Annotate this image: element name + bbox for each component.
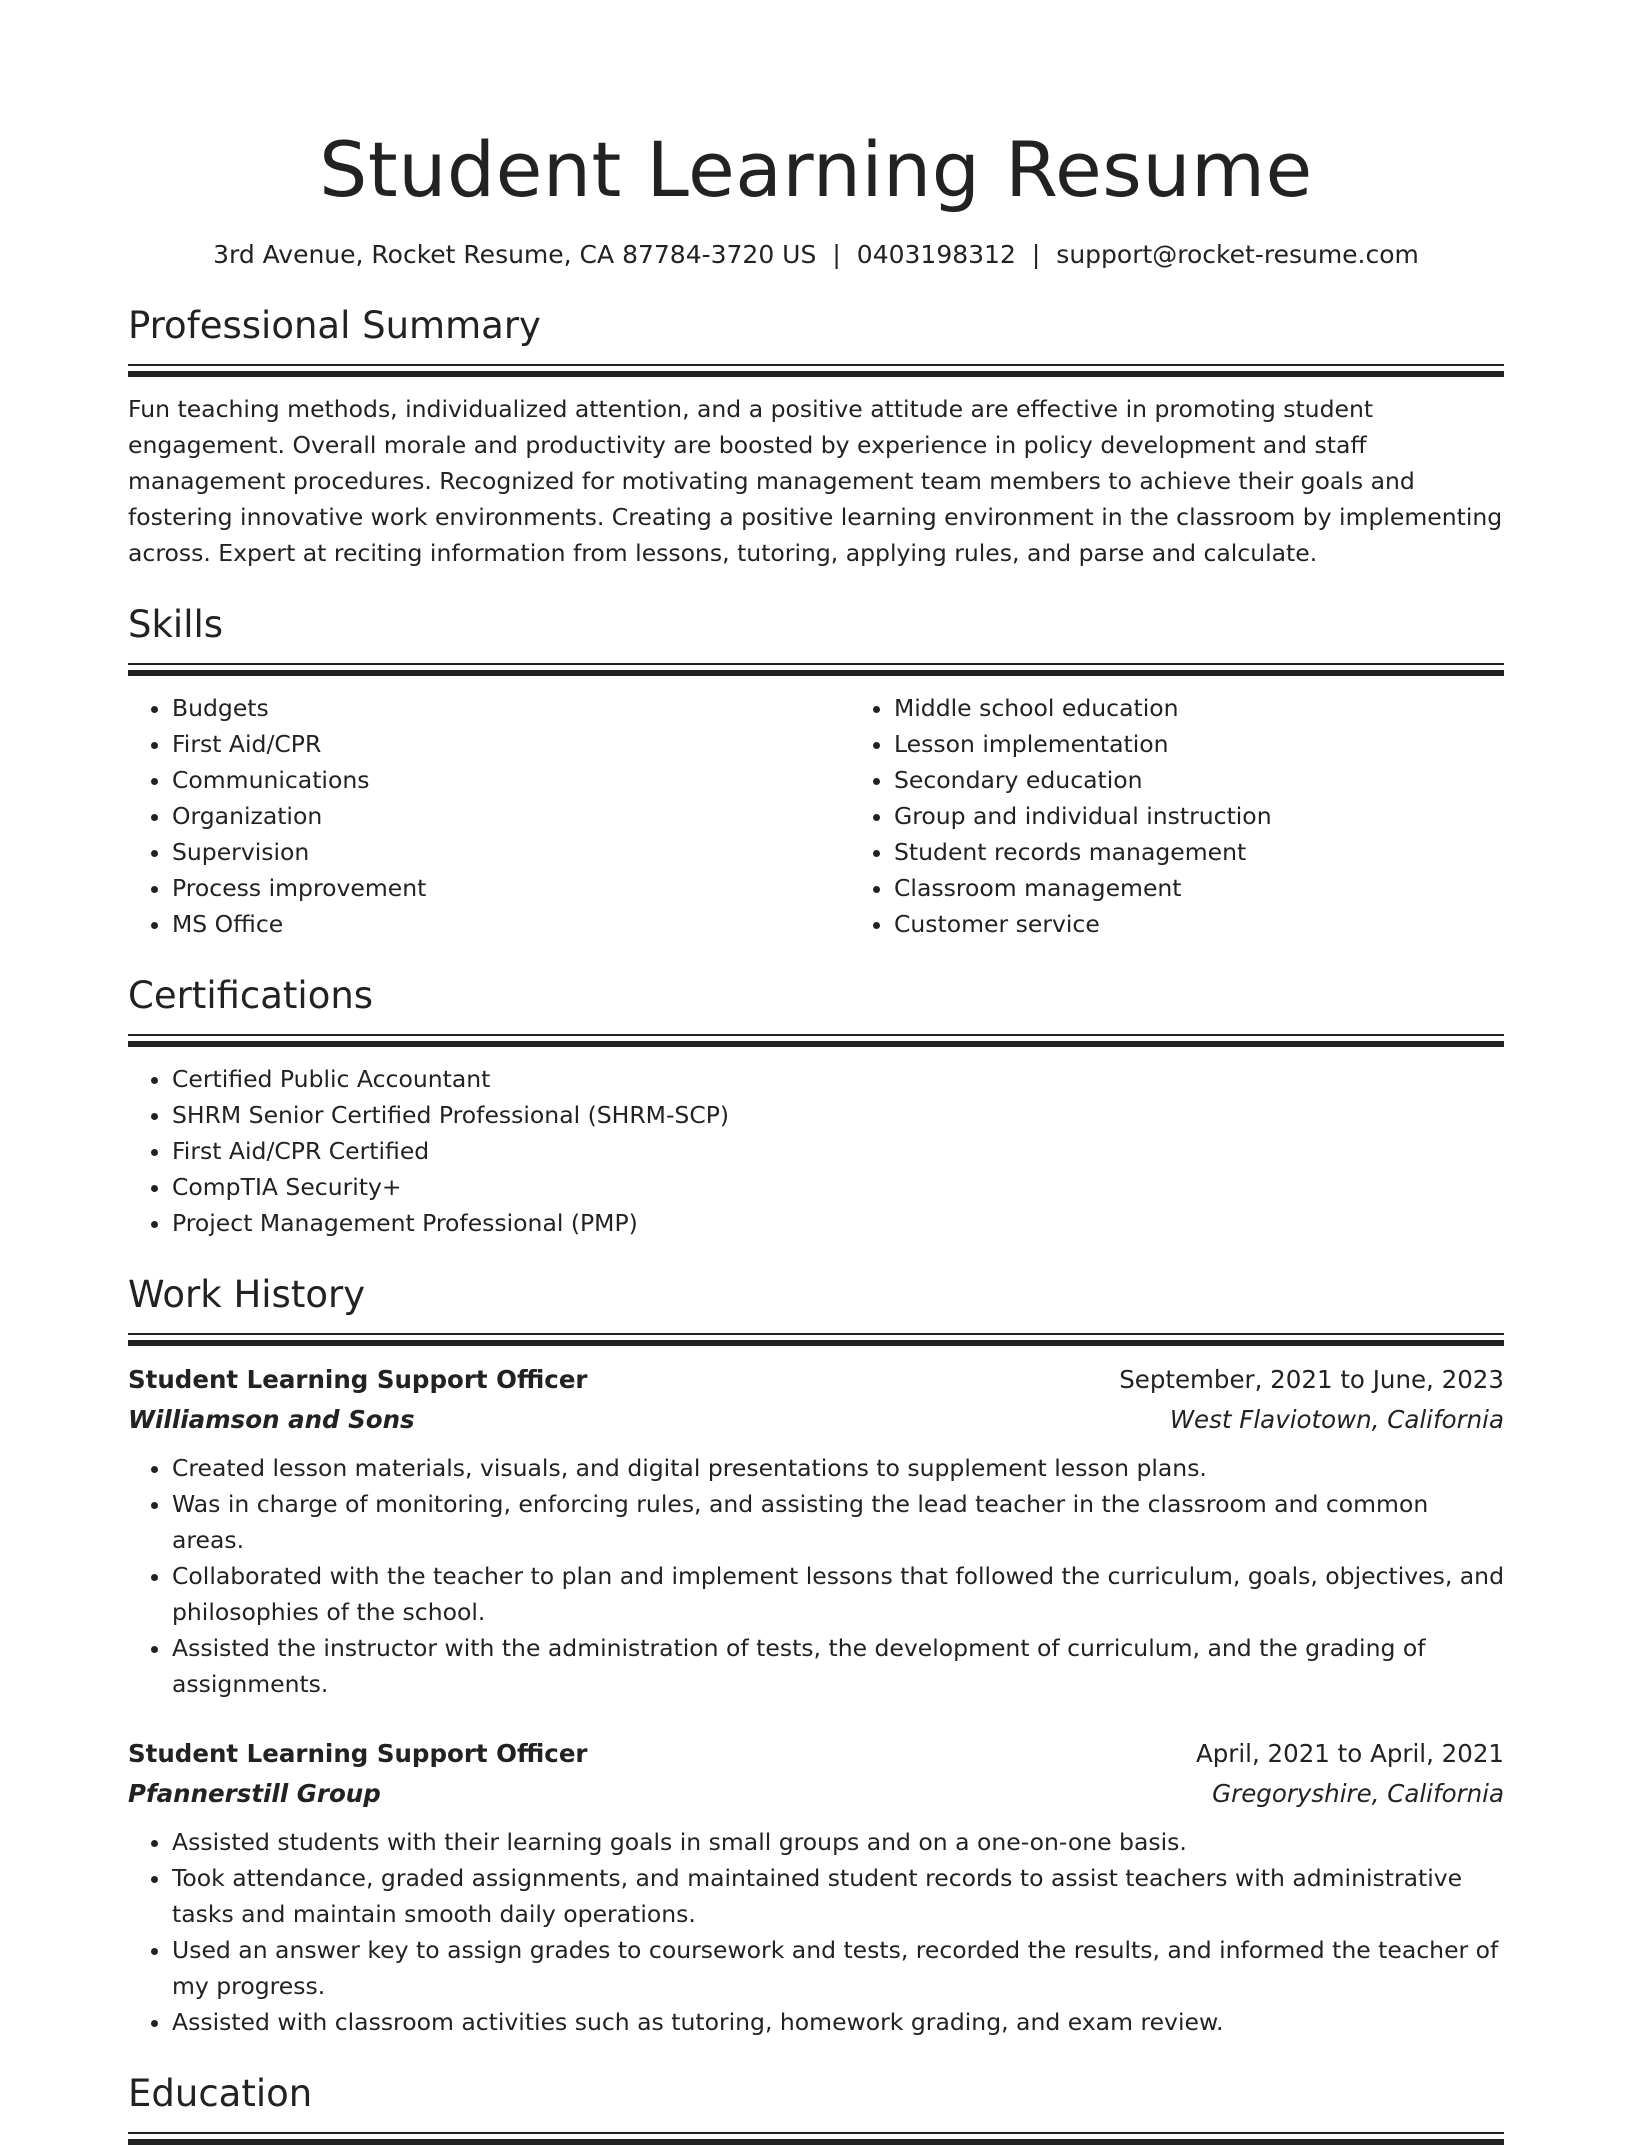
contact-separator: | xyxy=(1031,240,1041,269)
job-bullets xyxy=(128,1824,1504,2040)
job-dates: September, 2021 to June, 2023 xyxy=(1119,1365,1504,1394)
skill-item: • Supervision xyxy=(172,834,850,870)
contact-line xyxy=(128,238,1504,272)
summary-section xyxy=(128,302,1504,571)
contact-address: 3rd Avenue, Rocket Resume, CA 87784-3720 US xyxy=(213,240,817,269)
section-divider xyxy=(128,1333,1504,1346)
certification-item: • Certified Public Accountant xyxy=(172,1061,1504,1097)
certifications-section xyxy=(128,972,1504,1241)
job-dates: April, 2021 to April, 2021 xyxy=(1195,1739,1504,1768)
job-location: Gregoryshire, California xyxy=(1212,1779,1504,1808)
job-header-row xyxy=(128,1734,1504,1774)
job-bullet: • Assisted the instructor with the administration of tests, the development of curriculum, and the grading of assignments. xyxy=(172,1630,1504,1702)
job-title: Student Learning Support Officer xyxy=(128,1365,588,1394)
certification-item: • SHRM Senior Certified Professional (SHRM-SCP) xyxy=(172,1097,1504,1133)
skill-item: • Secondary education xyxy=(894,762,1572,798)
certification-item: • CompTIA Security+ xyxy=(172,1169,1504,1205)
job-location: West Flaviotown, California xyxy=(1169,1405,1504,1434)
skill-item: • Budgets xyxy=(172,690,850,726)
section-divider xyxy=(128,2132,1504,2145)
section-title-certifications: Certifications xyxy=(128,974,374,1017)
skills-section xyxy=(128,601,1504,942)
job-company-row xyxy=(128,1400,1504,1440)
skill-item: • Lesson implementation xyxy=(894,726,1572,762)
job-title: Student Learning Support Officer xyxy=(128,1739,588,1768)
skill-item: • Middle school education xyxy=(894,690,1572,726)
skills-grid xyxy=(128,690,1504,942)
job-company: Pfannerstill Group xyxy=(128,1779,381,1808)
job-bullet: • Used an answer key to assign grades to coursework and tests, recorded the results, and informed the teacher of my progress. xyxy=(172,1932,1504,2004)
work-history-section xyxy=(128,1271,1504,2040)
job-bullet: • Was in charge of monitoring, enforcing rules, and assisting the lead teacher in the classroom and common areas. xyxy=(172,1486,1504,1558)
job-entry xyxy=(128,1360,1504,1702)
skill-item: • Classroom management xyxy=(894,870,1572,906)
certification-item: • Project Management Professional (PMP) xyxy=(172,1205,1504,1241)
job-header-row xyxy=(128,1360,1504,1400)
job-company-row xyxy=(128,1774,1504,1814)
job-bullet: • Created lesson materials, visuals, and digital presentations to supplement lesson plans. xyxy=(172,1450,1504,1486)
section-title-work-history: Work History xyxy=(128,1273,366,1316)
skill-item: • Communications xyxy=(172,762,850,798)
section-title-education: Education xyxy=(128,2072,313,2115)
skill-item: • Group and individual instruction xyxy=(894,798,1572,834)
skills-list-right xyxy=(850,690,1572,942)
resume-page xyxy=(128,120,1504,2145)
skill-item: • Customer service xyxy=(894,906,1572,942)
resume-name: Student Learning Resume xyxy=(319,125,1313,214)
skill-item: • Organization xyxy=(172,798,850,834)
section-divider xyxy=(128,364,1504,377)
certification-item: • First Aid/CPR Certified xyxy=(172,1133,1504,1169)
summary-text: Fun teaching methods, individualized attention, and a positive attitude are effective in promoting student engagement. Overall morale and productivity are boosted by experience in policy development and staff management procedures. Recognized for motivating management team members to achieve their goals and fostering innovative work environments. Creating a positive learning environment in the classroom by implementing across. Expert at reciting information from lessons, tutoring, applying rules, and parse and calculate. xyxy=(128,395,1503,567)
certifications-list xyxy=(128,1061,1504,1241)
section-title-summary: Professional Summary xyxy=(128,304,541,347)
contact-email: support@rocket-resume.com xyxy=(1056,240,1419,269)
skills-list-left xyxy=(128,690,850,942)
job-bullet: • Assisted with classroom activities such as tutoring, homework grading, and exam review. xyxy=(172,2004,1504,2040)
job-bullet: • Assisted students with their learning goals in small groups and on a one-on-one basis. xyxy=(172,1824,1504,1860)
section-title-skills: Skills xyxy=(128,603,224,646)
job-bullet: • Collaborated with the teacher to plan and implement lessons that followed the curriculum, goals, objectives, and philosophies of the school. xyxy=(172,1558,1504,1630)
skill-item: • Student records management xyxy=(894,834,1572,870)
skill-item: • MS Office xyxy=(172,906,850,942)
contact-phone: 0403198312 xyxy=(856,240,1016,269)
job-entry xyxy=(128,1734,1504,2040)
job-company: Williamson and Sons xyxy=(128,1405,415,1434)
section-divider xyxy=(128,663,1504,676)
skill-item: • Process improvement xyxy=(172,870,850,906)
job-bullets xyxy=(128,1450,1504,1702)
skill-item: • First Aid/CPR xyxy=(172,726,850,762)
contact-separator: | xyxy=(832,240,841,269)
education-section xyxy=(128,2070,1504,2145)
job-bullet: • Took attendance, graded assignments, and maintained student records to assist teachers with administrative tasks and maintain smooth daily operations. xyxy=(172,1860,1504,1932)
section-divider xyxy=(128,1034,1504,1047)
